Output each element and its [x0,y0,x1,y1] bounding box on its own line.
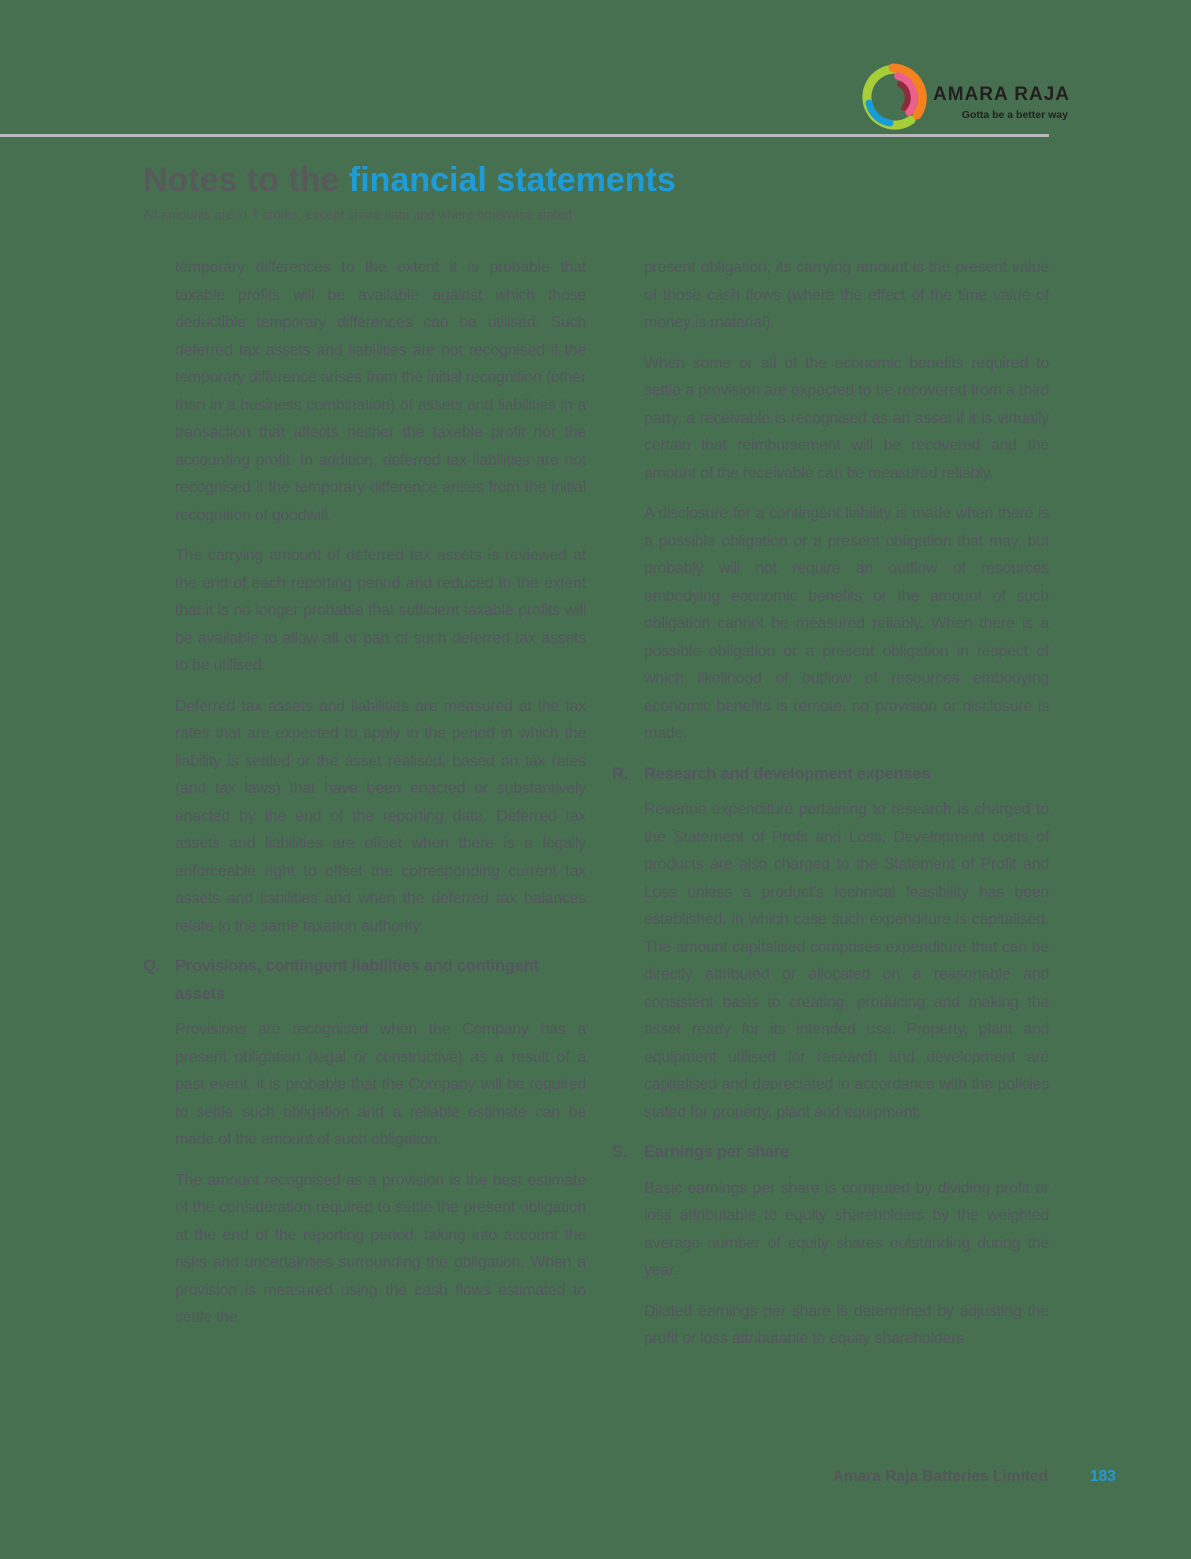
paragraph: A disclosure for a contingent liability is made when there is a possible obligation or a present obligation that may, but probably will not require an outflow of resources embodying economic benefits or the amount of such obligation cannot be measured reliably. When there is a possible obligation or a present obligation in respect of which likelihood of outflow of resources embodying economic benefits is remote, no provision or disclosure is made. [644,505,1049,742]
section-heading-s [612,1139,1049,1167]
paragraph: Diluted earnings per share is determined by adjusting the profit or loss attributable to equity shareholders [644,1302,1049,1347]
paragraph: Revenue expenditure pertaining to research is charged to the Statement of Profit and Loss. Development costs of products are also charged to the Statement of Profit and Loss unless a product’s technical feasibility has been established, in which case such expenditure is capitalised. The amount capitalised comprises expenditure that can be directly attributed or allocated on a reasonable and consistent basis to creating, producing and making the asset ready for its intended use. Property, plant and equipment utilised for research and development are capitalised and depreciated in accordance with the policies stated for property, plant and equipment. [644,801,1049,1121]
section-heading-q [143,953,586,1008]
page-title [143,160,1093,200]
paragraph: Provisions are recognised when the Company has a present obligation (legal or constructive) as a result of a past event, it is probable that the Company will be required to settle such obligation and a reliable estimate can be made of the amount of such obligation. [175,1021,586,1148]
paragraph: present obligation, its carrying amount is the present value of those cash flows (where the effect of the time value of money is material). [644,259,1049,331]
logo-text-block [933,62,1071,121]
section-title: Research and development expenses [644,764,931,783]
section-label: R. [612,764,628,783]
page-title-prefix: Notes to the [143,161,349,199]
paragraph: The carrying amount of deferred tax assets is reviewed at the end of each reporting period and reduced to the extent that it is no longer probable that sufficient taxable profits will be available to allow all or part of such deferred tax assets to be utilised. [175,547,586,674]
section-label: S. [612,1143,628,1161]
amara-raja-swirl-icon [855,62,927,134]
section-heading-r [612,761,1049,789]
footer-company-name: Amara Raja Batteries Limited [832,1468,1048,1485]
header-divider [0,134,1049,137]
section-title: Earnings per share [644,1143,789,1161]
paragraph: When some or all of the economic benefits required to settle a provision are expected to be recovered from a third party, a receivable is recognised as an asset if it is virtually certain that reimbursement will be recovered and the amount of the receivable can be measured reliably. [644,354,1049,482]
paragraph: Deferred tax assets and liabilities are measured at the tax rates that are expected to apply in the period in which the liability is settled or the asset realised, based on tax rates (and tax laws) that have been enacted or substantively enacted by the end of the reporting date. Deferred tax assets and liabilities are offset when there is a legally enforceable right to offset the corresponding current tax assets and liabilities and when the deferred tax balances relate to the same taxation authority. [175,697,586,935]
logo-tagline: Gotta be a better way [961,109,1068,121]
page-title-highlight: financial statements [348,161,676,199]
page-subtitle: All amounts are in ₹ crores, except share data and where otherwise stated [143,207,572,222]
logo-wordmark: AMARA RAJA [933,84,1071,105]
paragraph: The amount recognised as a provision is the best estimate of the consideration required to settle the present obligation at the end of the reporting period, taking into account the risks and uncertainties surrounding the obligation. When a provision is measured using the cash flows estimated to settle the [175,1171,586,1326]
paragraph: Basic earnings per share is computed by dividing profit or loss attributable to equity shareholders by the weighted average number of equity shares outstanding during the year. [644,1179,1049,1279]
section-title: Provisions, contingent liabilities and contingent assets [175,957,539,1003]
paragraph: temporary differences to the extent it is probable that taxable profits will be available against which those deductible temporary differences can be utilised. Such deferred tax assets and liabilities are not recognised if the temporary difference arises from the initial recognition (other than in a business combination) of assets and liabilities in a transaction that affects neither the taxable profit nor the accounting profit. In addition, deferred tax liabilities are not recognised if the temporary difference arises from the initial recognition of goodwill. [175,259,586,524]
footer-page-number: 183 [1090,1468,1116,1485]
amara-raja-logo [855,62,1071,134]
left-column [143,254,586,1345]
section-label: Q. [143,957,160,975]
right-column [612,254,1049,1366]
